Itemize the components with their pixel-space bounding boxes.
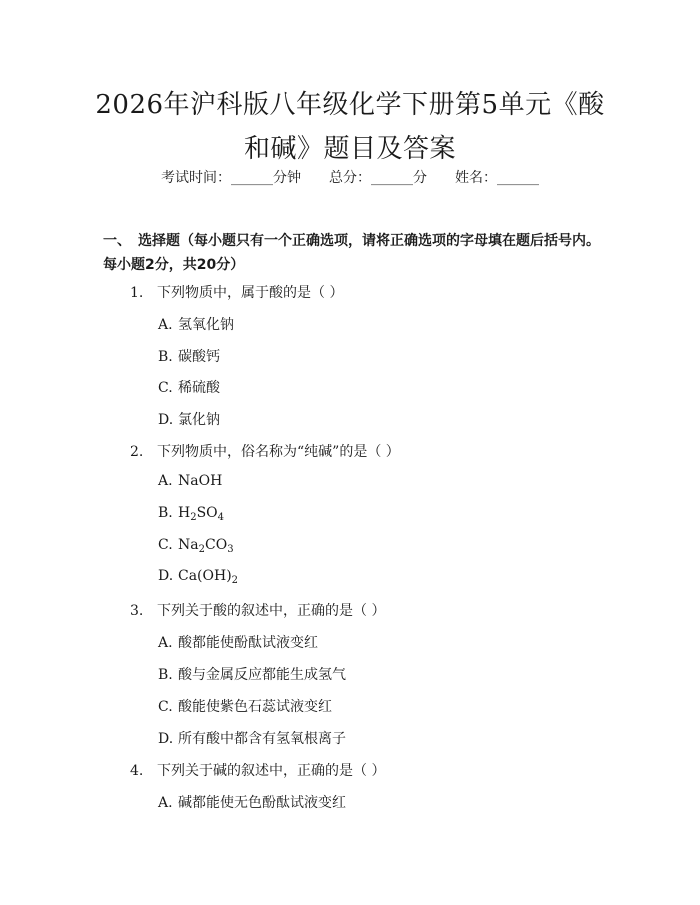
option-text: 碳酸钙 [178,349,220,365]
option-label: B. [158,505,173,521]
option-label: D. [158,412,174,428]
option-2a [158,473,222,489]
option-3c [158,696,332,716]
student-name-field: 姓名：______ [455,170,539,186]
question-number: 3. [130,603,144,619]
option-text: 酸能使紫色石蕊试液变红 [178,699,332,715]
question-number: 1. [130,285,144,301]
option-text: 氢氧化钠 [178,317,234,333]
option-3a [158,632,318,652]
option-text: 氯化钠 [178,412,220,428]
question-text: 下列物质中，属于酸的是（ ） [157,285,344,301]
option-label: C. [158,699,173,715]
option-1d [158,409,220,429]
option-2b [158,505,224,521]
question-text: 下列关于酸的叙述中，正确的是（ ） [157,603,386,619]
option-label: D. [158,568,174,584]
option-4a [158,792,346,812]
option-2c [158,537,234,553]
option-text: 酸都能使酚酞试液变红 [178,635,318,651]
formula-h2so4: $H_2SO_4$ [178,505,225,523]
option-label: A. [158,795,173,811]
option-text: 稀硫酸 [178,380,220,396]
section-heading [103,229,623,277]
total-score-field: 总分：______分 [329,170,427,186]
section-heading-line-2: 每小题2分，共20分） [103,257,245,273]
question-3 [130,600,385,620]
option-3b [158,664,346,684]
question-2 [130,441,400,461]
option-label: B. [158,349,173,365]
section-heading-line-1: 一、 选择题（每小题只有一个正确选项，请将正确选项的字母填在题后括号内。 [103,233,600,249]
exam-time-field: 考试时间：______分钟 [161,170,301,186]
option-label: B. [158,667,173,683]
document-title [60,83,640,171]
question-text: 下列物质中，俗名称为“纯碱”的是（ ） [157,444,400,460]
formula-na2co3: $Na_2CO_3$ [178,537,234,555]
option-1a [158,314,234,334]
option-label: D. [158,731,174,747]
option-label: A. [158,317,173,333]
option-1b [158,346,220,366]
option-label: A. [158,635,173,651]
option-text: 碱都能使无色酚酞试液变红 [178,795,346,811]
option-2d [158,568,238,584]
option-1c [158,377,220,397]
question-number: 2. [130,444,144,460]
option-text: 酸与金属反应都能生成氢气 [178,667,346,683]
option-label: C. [158,380,173,396]
option-label: C. [158,537,173,553]
question-number: 4. [130,763,144,779]
question-text: 下列关于碱的叙述中，正确的是（ ） [157,763,386,779]
title-line-2: 和碱》题目及答案 [243,134,456,164]
option-3d [158,728,346,748]
formula-caoh2: $Ca(OH)_2$ [178,568,239,586]
question-1 [130,282,343,302]
option-text: 所有酸中都含有氢氧根离子 [178,731,346,747]
option-text: NaOH [178,473,223,489]
title-line-1: 2026年沪科版八年级化学下册第5单元《酸 [95,90,605,120]
option-label: A. [158,473,173,489]
question-4 [130,760,385,780]
exam-info [0,167,700,187]
